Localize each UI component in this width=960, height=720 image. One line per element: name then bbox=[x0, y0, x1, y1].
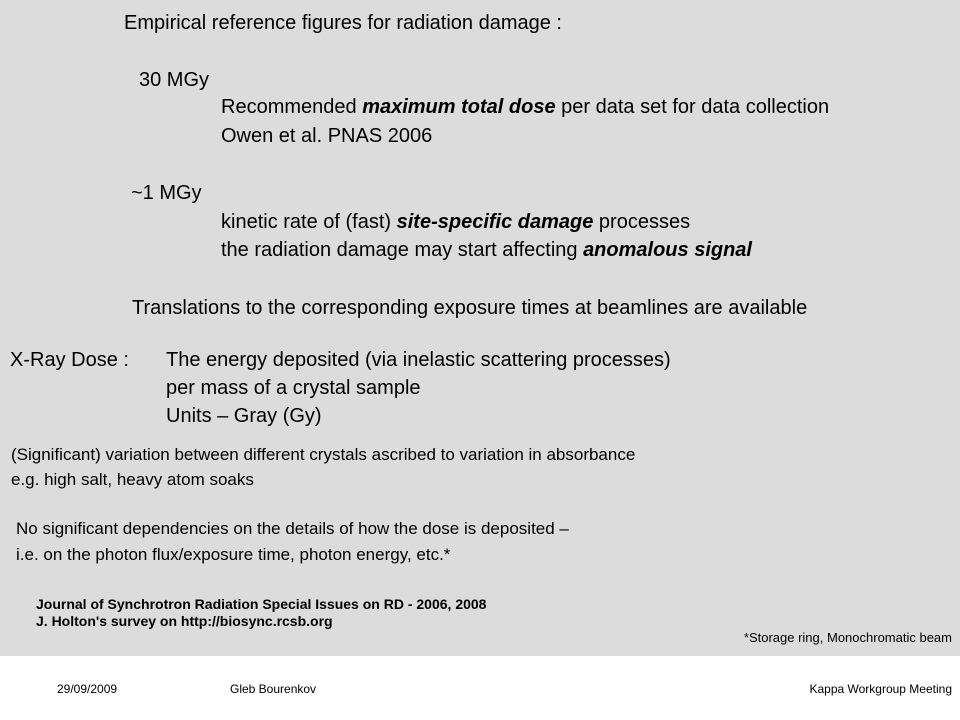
reference-line: Journal of Synchrotron Radiation Special Issues on RD - 2006, 2008 bbox=[36, 596, 487, 612]
variation-line: (Significant) variation between different crystals ascribed to variation in absorbance bbox=[11, 445, 636, 464]
translations-note: Translations to the corresponding exposure times at beamlines are available bbox=[132, 297, 808, 319]
xray-dose-line: The energy deposited (via inelastic scattering processes) bbox=[166, 349, 671, 371]
dose-30-reference: Owen et al. PNAS 2006 bbox=[221, 125, 433, 147]
xray-dose-line: per mass of a crystal sample bbox=[166, 377, 421, 399]
dependencies-line: No significant dependencies on the details of how the dose is deposited – bbox=[16, 519, 569, 538]
dose-30-description-post: per data set for data collection bbox=[555, 96, 830, 118]
dose-30-description-pre: Recommended bbox=[221, 96, 363, 118]
dose-30-description-emphasis: maximum total dose bbox=[362, 96, 556, 118]
xray-dose-label: X-Ray Dose : bbox=[10, 349, 129, 371]
dose-1-value: ~1 MGy bbox=[131, 182, 202, 204]
footer-author: Gleb Bourenkov bbox=[230, 682, 317, 696]
dose-1-description-emphasis: site-specific damage bbox=[396, 211, 594, 233]
xray-dose-line: Units – Gray (Gy) bbox=[166, 405, 322, 427]
footer-event: Kappa Workgroup Meeting bbox=[809, 682, 952, 696]
dose-1-effect bbox=[221, 240, 752, 260]
dependencies-line: i.e. on the photon flux/exposure time, photon energy, etc.* bbox=[16, 545, 451, 564]
dose-1-effect-emphasis: anomalous signal bbox=[583, 239, 752, 261]
reference-line: J. Holton's survey on http://biosync.rcsb.org bbox=[36, 613, 333, 629]
dose-1-description-pre: kinetic rate of (fast) bbox=[221, 211, 397, 233]
footer-date: 29/09/2009 bbox=[57, 682, 118, 696]
dose-30-description bbox=[221, 97, 829, 117]
dose-30-value: 30 MGy bbox=[139, 69, 210, 91]
dose-1-description-post: processes bbox=[593, 211, 691, 233]
dose-1-effect-pre: the radiation damage may start affecting bbox=[221, 239, 584, 261]
slide-heading: Empirical reference figures for radiation damage : bbox=[124, 12, 562, 34]
dose-1-description bbox=[221, 212, 690, 232]
variation-line: e.g. high salt, heavy atom soaks bbox=[11, 470, 254, 489]
footnote: *Storage ring, Monochromatic beam bbox=[743, 630, 952, 645]
